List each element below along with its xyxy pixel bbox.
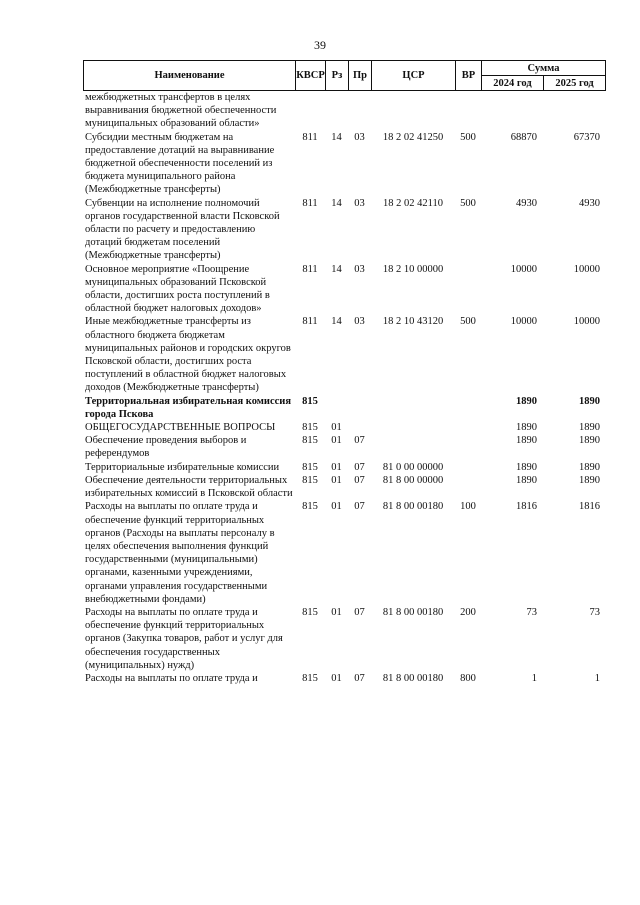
table-row [83,197,605,263]
row-pr: 07 [354,435,365,447]
row-csr [371,91,455,131]
row-kvsr: 815 [302,422,318,434]
budget-table [83,60,605,685]
row-kvsr: 811 [302,263,318,275]
table-row [83,91,605,131]
row-rz: 14 [331,316,342,328]
row-kvsr: 811 [302,131,318,143]
row-vr: 500 [460,131,476,143]
row-sum-2025: 67370 [573,131,600,143]
table-header [83,60,606,91]
header-rz: Рз [326,61,349,91]
row-kvsr: 815 [302,395,318,407]
row-rz: 01 [331,672,342,684]
row-rz: 01 [331,474,342,486]
row-csr: 81 8 00 00180 [382,672,444,684]
row-sum-2025: 1 [594,672,600,684]
row-sum-2024: 68870 [510,131,537,143]
row-csr [371,395,455,421]
row-csr [371,434,455,460]
header-sum: Сумма [482,61,606,76]
row-name: Субвенции на исполнение полномочий органов государственной власти Псковской области по расчету и предоставлению дотаций бюджетам поселений (Межбюджетные трансферты) [85,197,280,262]
row-rz: 01 [331,422,342,434]
row-pr: 03 [354,131,365,143]
row-name: Обеспечение деятельности территориальных избирательных комиссий в Псковской области [85,474,293,500]
row-kvsr [295,91,325,131]
row-name: Территориальные избирательные комиссии [85,461,280,473]
row-vr [455,395,481,421]
row-name: межбюджетных трансфертов в целях выравнивания бюджетной обеспеченности муниципальных образований области» [85,92,277,130]
row-csr: 81 8 00 00180 [382,501,444,513]
table-body [83,91,605,685]
row-csr: 18 2 02 41250 [382,131,444,143]
row-name: Расходы на выплаты по оплате труда и [85,672,258,684]
header-pr: Пр [349,61,372,91]
row-csr: 18 2 10 43120 [382,316,444,328]
row-sum-2024: 1890 [516,435,537,447]
row-sum-2024: 73 [526,606,537,618]
table-row [83,421,605,434]
row-name: Основное мероприятие «Поощрение муниципальных образований Псковской области, достигших роста поступлений в областной бюджет налоговых доходов» [85,263,270,315]
row-sum-2025: 1890 [579,422,600,434]
row-vr: 100 [460,501,476,513]
row-name: Территориальная избирательная комиссия города Пскова [85,395,292,420]
row-pr: 07 [354,672,365,684]
row-name: Иные межбюджетные трансферты из областного бюджета бюджетам муниципальных районов и городских округов Псковской области, достигших роста поступлений в областной бюджет налоговых доходов (Межбюджетные трансферты) [85,316,291,394]
header-csr: ЦСР [372,61,456,91]
row-sum-2024: 1890 [516,474,537,486]
row-vr [455,474,481,500]
row-sum-2024: 10000 [510,263,537,275]
table-row [83,672,605,685]
row-vr: 500 [460,197,476,209]
row-rz: 01 [331,435,342,447]
row-csr: 81 8 00 00180 [382,606,444,618]
row-name: Обеспечение проведения выборов и референдумов [85,435,247,460]
row-pr: 03 [354,316,365,328]
row-csr: 81 8 00 00000 [382,474,444,486]
row-name: Расходы на выплаты по оплате труда и обеспечение функций территориальных органов (Расходы на выплаты персоналу в целях обеспечения выполнения функций государственными (муниципальными) органами, казенными учреждениями, органами управления государственными внебюджетными фондами) [85,501,275,605]
row-csr: 81 0 00 00000 [382,461,444,473]
row-pr [348,395,371,421]
row-sum-2025: 1890 [579,474,600,486]
table-row [83,474,605,500]
row-kvsr: 811 [302,197,318,209]
row-csr: 18 2 10 00000 [382,263,444,275]
row-csr [371,421,455,434]
row-rz: 01 [331,501,342,513]
row-sum-2025: 10000 [573,316,600,328]
row-name: ОБЩЕГОСУДАРСТВЕННЫЕ ВОПРОСЫ [85,422,276,434]
row-sum-2024: 10000 [510,316,537,328]
row-sum-2024: 1890 [516,461,537,473]
row-kvsr: 815 [302,672,318,684]
row-vr [455,263,481,316]
row-vr [455,91,481,131]
row-sum-2025: 10000 [573,263,600,275]
header-name: Наименование [84,61,296,91]
row-kvsr: 815 [302,501,318,513]
table-row [83,395,605,421]
header-kvsr: КВСР [296,61,326,91]
row-sum-2024: 4930 [516,197,537,209]
row-pr [348,91,371,131]
row-pr: 07 [354,501,365,513]
row-vr: 500 [460,316,476,328]
row-sum-2025: 4930 [579,197,600,209]
row-sum-2024: 1890 [516,422,537,434]
row-sum-2025: 73 [589,606,600,618]
row-vr [455,434,481,460]
row-sum-2024: 1890 [516,395,537,407]
row-pr [348,421,371,434]
row-kvsr: 811 [302,316,318,328]
row-vr: 800 [460,672,476,684]
row-sum-2025: 1890 [579,461,600,473]
header-2025: 2025 год [544,76,606,91]
row-sum-2024: 1 [531,672,537,684]
page-number: 39 [314,38,326,52]
row-csr: 18 2 02 42110 [383,197,443,209]
row-name: Субсидии местным бюджетам на предоставление дотаций на выравнивание бюджетной обеспеченности поселений из бюджета муниципального района (Межбюджетные трансферты) [85,131,275,196]
table-row [83,263,605,316]
table-row [83,315,605,394]
row-kvsr: 815 [302,461,318,473]
row-vr [455,421,481,434]
row-pr: 03 [354,263,365,275]
row-kvsr: 815 [302,606,318,618]
row-pr: 07 [354,606,365,618]
table-row [83,434,605,460]
table-row [83,500,605,606]
row-pr: 07 [354,461,365,473]
row-vr: 200 [460,606,476,618]
row-rz: 14 [331,263,342,275]
row-rz: 01 [331,461,342,473]
row-rz: 14 [331,131,342,143]
row-kvsr: 815 [302,474,318,486]
table-row [83,461,605,474]
row-sum-2025: 1816 [579,501,600,513]
row-pr: 07 [354,474,365,486]
row-sum-2025: 1890 [579,395,600,407]
table-row [83,606,605,672]
table-row [83,131,605,197]
row-pr: 03 [354,197,365,209]
header-vr: ВР [456,61,482,91]
header-2024: 2024 год [482,76,544,91]
row-kvsr: 815 [302,435,318,447]
row-rz: 14 [331,197,342,209]
row-sum-2025 [543,91,605,131]
row-rz [325,395,348,421]
row-vr [455,461,481,474]
row-sum-2024: 1816 [516,501,537,513]
row-rz: 01 [331,606,342,618]
row-name: Расходы на выплаты по оплате труда и обеспечение функций территориальных органов (Закупка товаров, работ и услуг для обеспечения государственных (муниципальных) нужд) [85,606,283,671]
row-rz [325,91,348,131]
row-sum-2025: 1890 [579,435,600,447]
row-sum-2024 [481,91,543,131]
